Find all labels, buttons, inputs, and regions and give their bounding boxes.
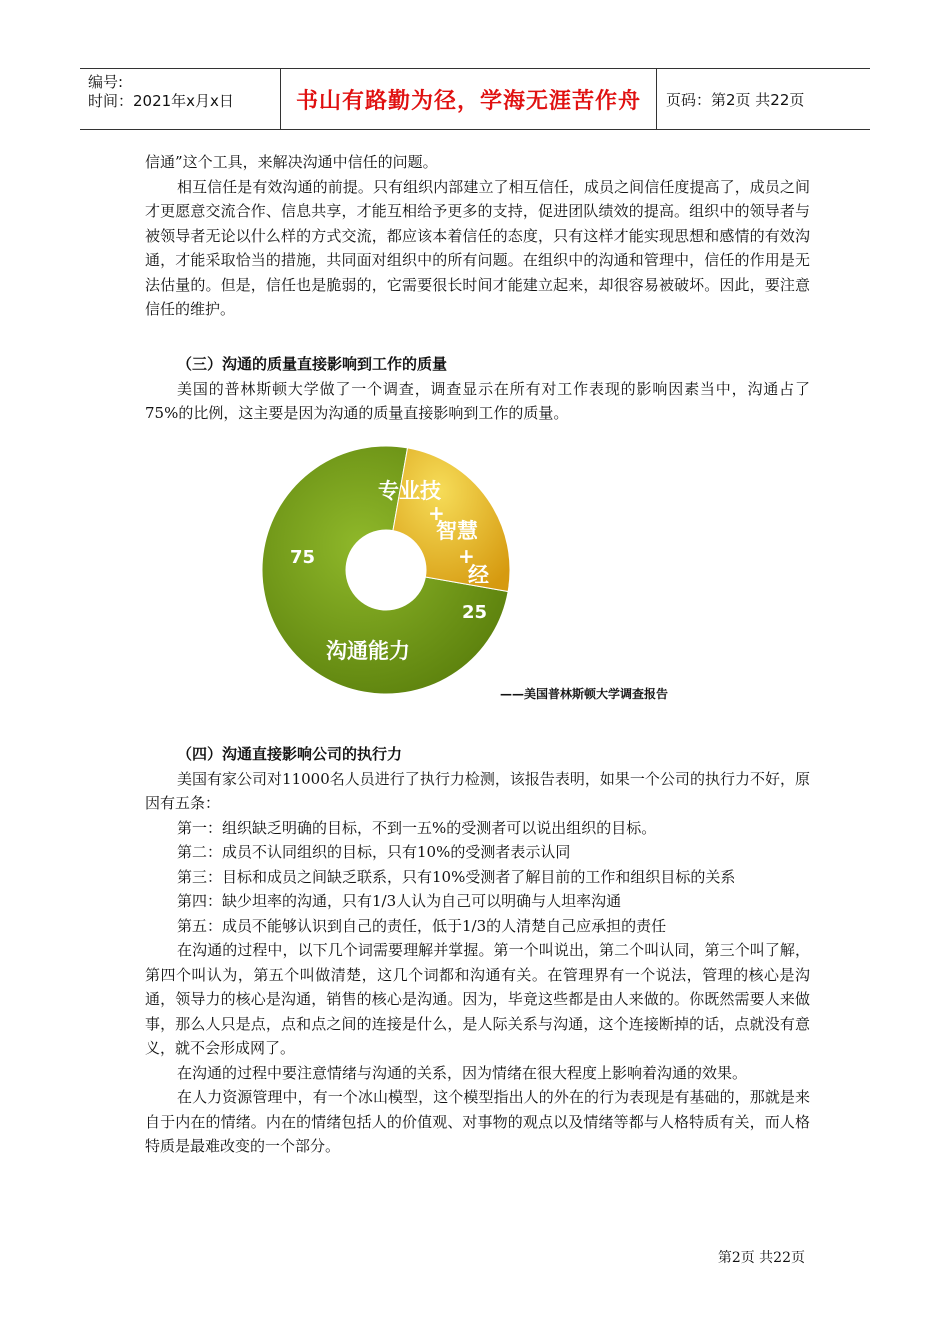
slice-name-label: 智慧	[436, 519, 478, 543]
paragraph: 在沟通的过程中要注意情绪与沟通的关系，因为情绪在很大程度上影响着沟通的效果。	[177, 1063, 748, 1082]
donut-chart	[262, 440, 520, 700]
paragraph: 美国有家公司对11000名人员进行了执行力检测，该报告表明，如果一个公司的执行力不好，原因有五条：	[145, 769, 810, 812]
chart-source: ——美国普林斯顿大学调查报告	[500, 687, 669, 701]
donut-hole	[346, 530, 426, 610]
section-heading: （三）沟通的质量直接影响到工作的质量	[177, 355, 448, 373]
doc-date-label: 时间：2021年x月x日	[88, 92, 234, 110]
section-3	[145, 352, 810, 426]
header-motto: 书山有路勤为径，学海无涯苦作舟	[280, 69, 657, 129]
list-item: 第四：缺少坦率的沟通，只有1/3人认为自己可以明确与人坦率沟通	[177, 892, 622, 910]
header-page-number: 页码：第2页 共22页	[666, 90, 805, 109]
slice-name-label: 沟通能力	[326, 639, 410, 663]
header-meta	[88, 73, 234, 111]
paragraph: 信通”这个工具，来解决沟通中信任的问题。	[145, 153, 438, 171]
slice-name-label: 经	[468, 563, 489, 587]
doc-number-label: 编号:	[88, 73, 124, 91]
paragraph: 在沟通的过程中，以下几个词需要理解并掌握。第一个叫说出，第二个叫认同，第三个叫了解，第四个叫认为，第五个叫做清楚，这几个词都和沟通有关。在管理界有一个说法，管理的核心是沟通，领导力的核心是沟通，销售的核心是沟通。因为，毕竟这些都是由人来做的。你既然需要人来做事，那么人只是点，点和点之间的连接是什么，是人际关系与沟通，这个连接断掉的话，点就没有意义，就不会形成网了。	[145, 941, 810, 1057]
list-item: 第二：成员不认同组织的目标，只有10%的受测者表示认同	[177, 843, 571, 861]
page-header	[80, 68, 870, 130]
list-item: 第一：组织缺乏明确的目标，不到一五%的受测者可以说出组织的目标。	[177, 818, 657, 837]
paragraph: 在人力资源管理中，有一个冰山模型，这个模型指出人的外在的行为表现是有基础的，那就是来自于内在的情绪。内在的情绪包括人的价值观、对事物的观点以及情绪等都与人格特质有关，而人格特质是最难改变的一个部分。	[145, 1088, 810, 1155]
slice-value-label: 25	[462, 602, 488, 623]
paragraph: 美国的普林斯顿大学做了一个调查，调查显示在所有对工作表现的影响因素当中，沟通占了75%的比例，这主要是因为沟通的质量直接影响到工作的质量。	[145, 379, 810, 422]
paragraph: 相互信任是有效沟通的前提。只有组织内部建立了相互信任，成员之间信任度提高了，成员之间才更愿意交流合作、信息共享，才能互相给予更多的支持，促进团队绩效的提高。组织中的领导者与被领导者无论以什么样的方式交流，都应该本着信任的态度，只有这样才能实现思想和感情的有效沟通，才能采取恰当的措施，共同面对组织中的所有问题。在组织中的沟通和管理中，信任的作用是无法估量的。但是，信任也是脆弱的，它需要很长时间才能建立起来，却很容易被破坏。因此，要注意信任的维护。	[145, 177, 810, 318]
section-heading: （四）沟通直接影响公司的执行力	[177, 745, 403, 763]
section-4	[145, 742, 810, 1159]
slice-value-label: 75	[290, 547, 316, 568]
list-item: 第三：目标和成员之间缺乏联系，只有10%受测者了解目前的工作和组织目标的关系	[177, 867, 736, 886]
slice-name-label: +	[428, 501, 445, 525]
body-block-1	[145, 150, 810, 322]
slice-name-label: 专业技	[378, 479, 441, 503]
slice-name-label: +	[458, 544, 475, 568]
list-item: 第五：成员不能够认识到自己的责任，低于1/3的人清楚自己应承担的责任	[177, 916, 667, 935]
page-footer: 第2页 共22页	[717, 1250, 805, 1266]
